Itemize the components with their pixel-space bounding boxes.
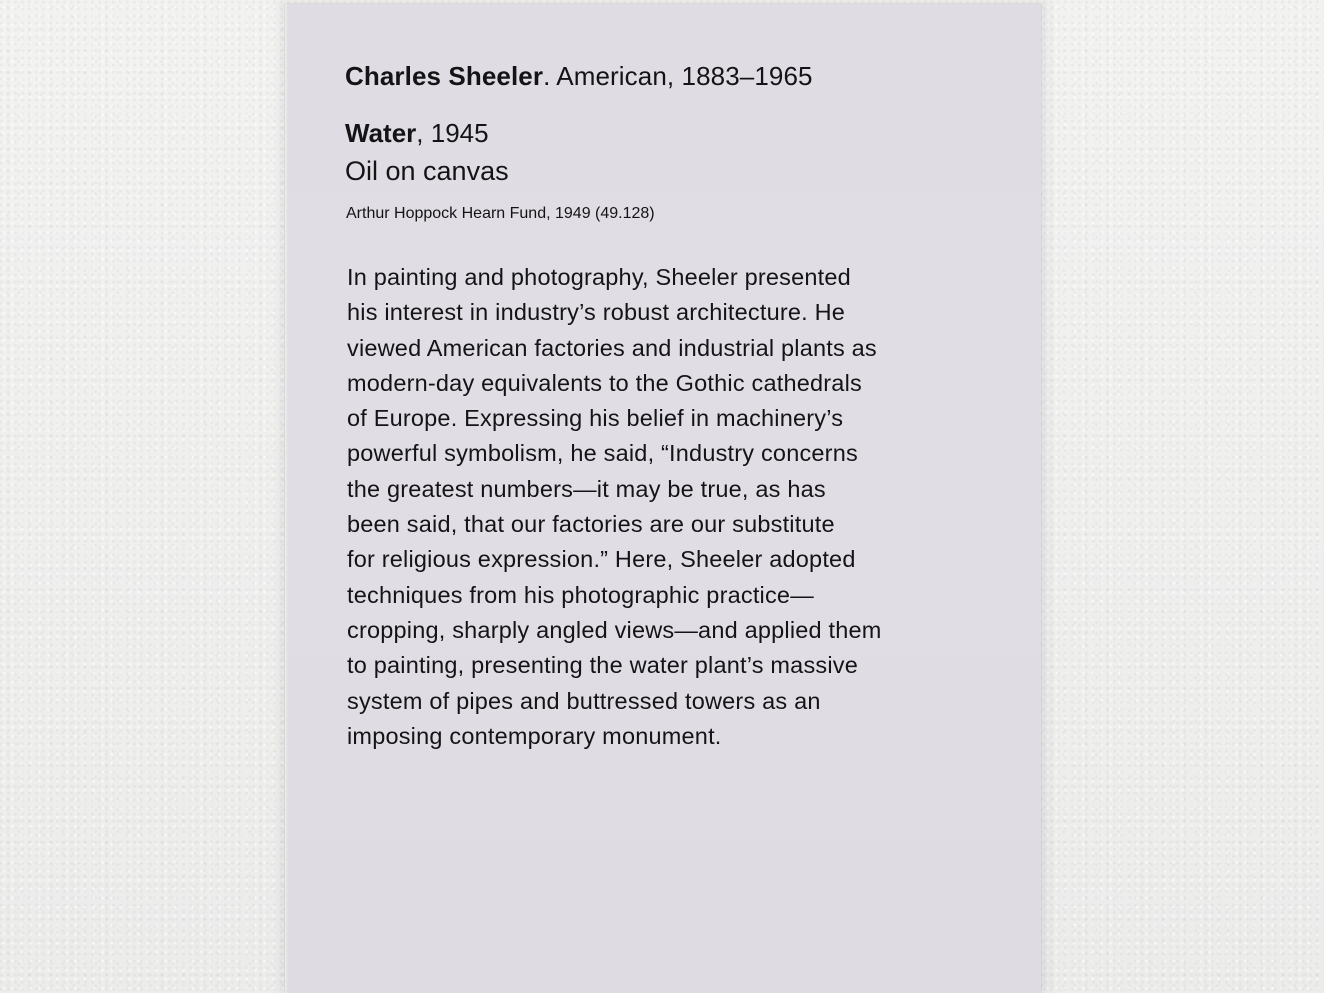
museum-wall-label — [285, 4, 1041, 993]
card-edge-highlight — [285, 4, 288, 993]
credit-line: Arthur Hoppock Hearn Fund, 1949 (49.128) — [346, 205, 655, 222]
description-line: for religious expression.” Here, Sheeler adopted — [347, 546, 856, 573]
description-line: to painting, presenting the water plant’s massive — [347, 652, 858, 679]
description-text — [347, 260, 987, 754]
description-line: been said, that our factories are our substitute — [347, 511, 835, 538]
artist-name: Charles Sheeler — [345, 61, 544, 91]
description-line: In painting and photography, Sheeler presented — [347, 264, 851, 290]
artwork-title: Water — [345, 118, 417, 148]
description-line: powerful symbolism, he said, “Industry concerns — [347, 440, 858, 467]
description-line: his interest in industry’s robust architecture. He — [347, 299, 846, 326]
description-line: imposing contemporary monument. — [347, 722, 722, 749]
description-line: cropping, sharply angled views—and applied them — [347, 616, 882, 643]
description-line: viewed American factories and industrial plants as — [347, 334, 877, 361]
description-line: techniques from his photographic practice— — [347, 581, 814, 608]
description-line: system of pipes and buttressed towers as an — [347, 687, 821, 714]
artwork-year: , 1945 — [416, 118, 489, 148]
artist-details: . American, 1883–1965 — [543, 61, 813, 91]
artist-line — [345, 59, 813, 93]
description-line: the greatest numbers—it may be true, as has — [347, 475, 826, 502]
title-line — [345, 116, 489, 150]
description-line: of Europe. Expressing his belief in machinery’s — [347, 405, 844, 432]
description-line: modern-day equivalents to the Gothic cathedrals — [347, 369, 862, 396]
artwork-medium: Oil on canvas — [345, 156, 509, 186]
